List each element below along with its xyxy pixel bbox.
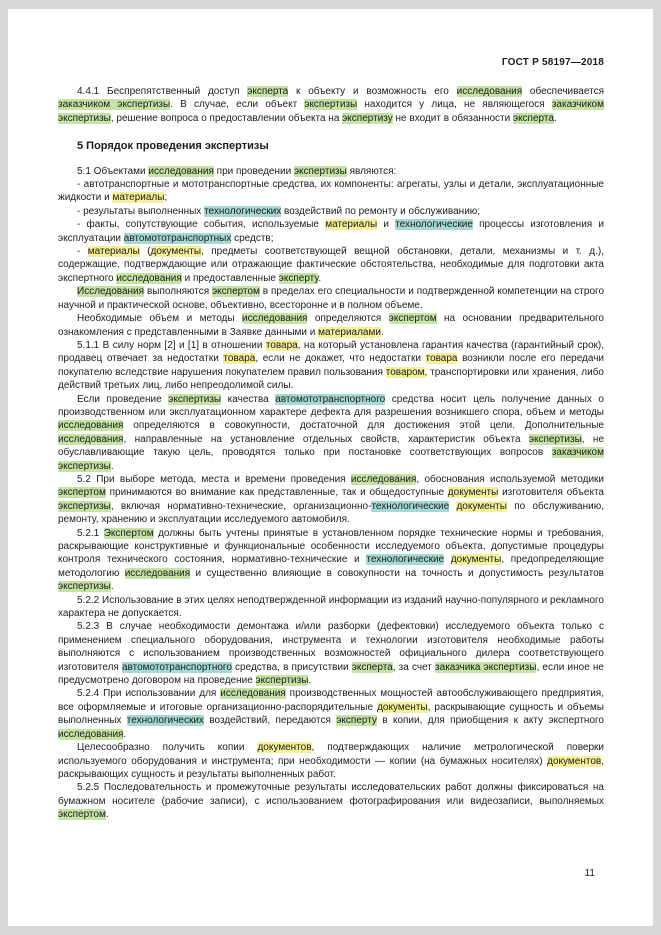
highlighted-text: экспертом xyxy=(212,286,260,298)
highlighted-text: товаром xyxy=(385,366,425,378)
highlighted-text: исследования xyxy=(456,86,523,97)
highlighted-text: экспертизы xyxy=(58,500,111,512)
highlighted-text: автомототранспортного xyxy=(121,661,232,673)
highlighted-text: документов xyxy=(547,755,602,767)
text-run: качества xyxy=(221,393,276,405)
highlighted-text: технологические xyxy=(366,554,445,566)
paragraph xyxy=(58,687,604,741)
paragraph xyxy=(58,339,604,393)
highlighted-text: исследования xyxy=(116,272,182,284)
highlighted-text: экспертом xyxy=(58,487,106,499)
paragraph xyxy=(58,218,604,245)
document-header xyxy=(58,57,604,68)
text-run: . xyxy=(110,460,114,472)
text-run: определяются xyxy=(307,313,389,325)
highlighted-text: исследования xyxy=(350,473,417,485)
highlighted-text: заказчиком экспертизы xyxy=(58,99,171,111)
text-run: 5.2.2 Использование в этих целях неподтвержденной информации из изданий научно-популярного и рекламного характера не допускается. xyxy=(58,594,604,620)
text-run: . В случае, если объект xyxy=(170,99,305,111)
paragraph xyxy=(58,781,604,821)
highlighted-text: материалы xyxy=(325,219,378,231)
highlighted-text: исследования xyxy=(58,433,124,445)
paragraph xyxy=(58,312,604,339)
text-run: , предметы соответствующей вещной обстановки, детали, механизмы и т. д.), содержащие, подтверждающие или отражающие фактические обстоятельства, необходимые для подготовки акта экспертного xyxy=(58,246,605,284)
text-run: . xyxy=(123,728,127,740)
text-run: процессы изготовления и эксплуатации xyxy=(58,219,604,244)
text-run xyxy=(444,554,451,565)
document-body xyxy=(58,85,604,822)
highlighted-text: исследования xyxy=(220,688,286,700)
highlighted-text: эксперту xyxy=(336,715,377,727)
text-run: 5.2.1 xyxy=(77,527,104,539)
highlighted-text: товара xyxy=(223,353,256,365)
text-run: , обоснования используемой методики xyxy=(416,473,604,485)
text-run: воздействий, передаются xyxy=(203,715,337,727)
text-run: в копии, для приобщения к акту экспертного xyxy=(376,715,604,727)
text-run: и предоставленные xyxy=(181,272,279,284)
text-run: не входит в обязанности xyxy=(392,112,513,124)
highlighted-text: эксперту xyxy=(278,272,319,284)
section-heading xyxy=(58,140,604,153)
text-run: 5 Порядок проведения экспертизы xyxy=(77,140,269,153)
text-run: изготовителя объекта xyxy=(498,487,604,499)
paragraph xyxy=(58,178,604,205)
text-run: , направленные на установление отдельных свойств, характеристик объекта xyxy=(123,433,529,445)
highlighted-text: экспертизы xyxy=(293,165,347,177)
text-run: и xyxy=(377,219,396,231)
highlighted-text: заказчика экспертизы xyxy=(435,661,537,673)
paragraph xyxy=(58,594,604,621)
text-run: воздействий по ремонту и обслуживанию; xyxy=(281,205,481,217)
text-run: выполняются xyxy=(144,286,213,298)
highlighted-text: экспертизу xyxy=(342,112,393,124)
text-run: . xyxy=(105,809,109,821)
text-run: , подтверждающих наличие метрологической поверки используемого оборудования и инструмента; при необходимости — копии (на бумажных носителях) xyxy=(58,742,604,767)
text-run: средства носит цель получение данных о производственном или эксплуатационном характере дефекта для разрешения возникшего спора, объем и методы xyxy=(58,393,604,418)
highlighted-text: исследования xyxy=(124,567,191,579)
text-run: 5.1.1 В силу норм [2] и [1] в отношении xyxy=(77,339,266,351)
text-run: - результаты выполненных xyxy=(77,205,205,217)
highlighted-text: эксперта xyxy=(247,86,289,97)
text-run: , если иное не предусмотрено договором на проведение xyxy=(58,661,604,687)
highlighted-text: документы xyxy=(450,554,502,566)
paragraph xyxy=(58,205,604,218)
text-run: Если проведение xyxy=(77,393,169,405)
highlighted-text: товара xyxy=(425,353,458,365)
text-run: являются: xyxy=(346,165,397,177)
text-run: , включая нормативно-технические, организационно- xyxy=(110,500,372,512)
paragraph xyxy=(58,285,604,312)
paragraph xyxy=(58,527,604,594)
text-run: , на который установлена гарантия качества (гарантийный срок), продавец отвечает за недостатки xyxy=(58,339,605,365)
text-run: к объекту и возможность его xyxy=(288,86,457,97)
text-run: , предопределяющие методологию xyxy=(58,554,604,579)
text-run: определяются в совокупности, достаточной для достижения этой цели. Дополнительные xyxy=(123,420,604,432)
text-run: , за счет xyxy=(392,661,436,673)
text-run: . xyxy=(110,581,114,593)
highlighted-text: экспертом xyxy=(388,313,437,325)
highlighted-text: материалами xyxy=(318,326,381,338)
text-run: - автотранспортные и мототранспортные средства, их компоненты: агрегаты, узлы и детали, эксплуатационные жидкости и xyxy=(58,179,604,204)
text-run: , раскрывающих сущность и результаты выполненных работ. xyxy=(58,755,604,780)
text-run: при проведении xyxy=(213,165,294,177)
document-page xyxy=(8,9,653,926)
text-run: и существенно влияющие в совокупности на точность и допустимость результатов xyxy=(190,567,604,579)
highlighted-text: экспертом xyxy=(58,809,106,821)
text-run: по обслуживанию, ремонту, хранению и эксплуатации исследуемого автомобиля. xyxy=(58,500,604,526)
highlighted-text: автомототранспортных xyxy=(123,232,232,244)
text-run: принимаются во внимание как представленные, так и общедоступные xyxy=(105,487,448,499)
highlighted-text: технологических xyxy=(204,205,282,217)
doc-number: ГОСТ Р 58197—2018 xyxy=(501,57,604,68)
text-run: - факты, сопутствующие события, используемые xyxy=(77,219,326,231)
text-run: ; xyxy=(164,192,168,204)
highlighted-text: технологические xyxy=(395,219,473,231)
paragraph xyxy=(58,741,604,781)
paragraph xyxy=(58,245,604,285)
paragraph xyxy=(58,393,604,473)
highlighted-text: технологических xyxy=(126,715,204,727)
highlighted-text: технологические xyxy=(371,500,450,512)
text-run: , если не докажет, что недостатки xyxy=(255,353,426,365)
highlighted-text: экспертизы xyxy=(168,393,222,405)
highlighted-text: документов xyxy=(257,742,312,754)
highlighted-text: товара xyxy=(265,339,298,351)
highlighted-text: документы xyxy=(447,487,499,499)
highlighted-text: экспертизы xyxy=(304,99,358,111)
text-run: . xyxy=(308,675,312,687)
highlighted-text: Экспертом xyxy=(103,527,154,539)
highlighted-text: автомототранспортного xyxy=(275,393,386,405)
paragraph xyxy=(58,620,604,687)
text-run: - xyxy=(77,246,88,258)
text-run: возникли после его передачи покупателю вследствие нарушения покупателем правил пользования xyxy=(58,353,605,378)
text-run: 5.1 Объектами xyxy=(77,165,149,177)
highlighted-text: эксперта xyxy=(512,112,554,124)
text-run: производственных мощностей автообслуживающего предприятия, все оформляемые и итоговые организационно-распорядительные xyxy=(58,688,604,713)
text-run: 5.2 При выборе метода, места и времени проведения xyxy=(77,473,351,485)
text-run: Необходимые объем и методы xyxy=(77,313,243,325)
text-run: , раскрывающие сущность и объемы выполненных xyxy=(58,701,604,727)
text-run: должны быть учтены принятые в установленном порядке технические нормы и требования, раскрывающие конструктивные и функциональные особенности исследуемого объекта, допустимые процедуры контроля технического состояния, нормативно-технические и xyxy=(58,527,604,566)
highlighted-text: исследования xyxy=(242,313,308,325)
text-run: находится у лица, не являющегося xyxy=(357,99,552,111)
highlighted-text: экспертизы xyxy=(528,433,582,445)
highlighted-text: документы xyxy=(150,246,202,258)
text-run: , транспортировки или хранения, либо действий третьих лиц, либо непреодолимой силы. xyxy=(58,366,604,392)
paragraph xyxy=(58,85,604,125)
highlighted-text: материалы xyxy=(87,246,140,258)
text-run: , не обуславливающие такую цель, проводятся только при постановке соответствующих вопросов xyxy=(58,433,605,459)
highlighted-text: документы xyxy=(377,701,428,713)
highlighted-text: заказчиком экспертизы xyxy=(58,99,604,124)
text-run: ( xyxy=(139,246,151,258)
highlighted-text: материалы xyxy=(112,192,165,204)
highlighted-text: заказчиком экспертизы xyxy=(58,447,604,472)
text-run: . xyxy=(318,272,322,284)
highlighted-text: экспертизы xyxy=(58,581,111,593)
highlighted-text: Исследования xyxy=(77,286,145,298)
text-run: на основании предварительного ознакомления с представленными в Заявке данными и xyxy=(58,313,604,338)
text-run: обеспечивается xyxy=(522,86,604,97)
page-number: 11 xyxy=(584,868,595,879)
highlighted-text: документы xyxy=(456,500,507,512)
text-run: в пределах его специальности и подтвержденной компетенции на строго научной и практической основе, объективно, всесторонне и в полном объеме. xyxy=(58,286,605,311)
text-run: . xyxy=(380,326,384,338)
highlighted-text: эксперта xyxy=(351,661,393,673)
text-run: средств; xyxy=(231,232,274,244)
highlighted-text: экспертизы xyxy=(255,675,309,687)
paragraph xyxy=(58,165,604,178)
text-run: 5.2.3 В случае необходимости демонтажа и/или разборки (дефектовки) исследуемого объекта только с применением специального оборудования, инструмента и технологии изготовителя необходимые работы выполняются с использованием производственных возможностей официального дилера соответствующего изготовителя xyxy=(58,621,604,673)
highlighted-text: исследования xyxy=(58,420,124,432)
text-run: 5.2.4 При использовании для xyxy=(77,688,221,700)
text-run: 5.2.5 Последовательность и промежуточные результаты исследовательских работ должны фиксироваться на бумажном носителе (рабочие записи), с использованием фотографирования или видеозаписи, выполняемых xyxy=(58,782,604,807)
paragraph xyxy=(58,473,604,527)
text-run: 4.4.1 Беспрепятственный доступ xyxy=(77,86,248,97)
highlighted-text: исследования xyxy=(58,728,124,740)
text-run: . xyxy=(553,112,557,124)
highlighted-text: исследования xyxy=(148,165,214,177)
text-run: средства, в присутствии xyxy=(231,661,352,673)
text-run: Целесообразно получить копии xyxy=(77,742,258,754)
text-run: , решение вопроса о предоставлении объекта на xyxy=(110,112,343,124)
